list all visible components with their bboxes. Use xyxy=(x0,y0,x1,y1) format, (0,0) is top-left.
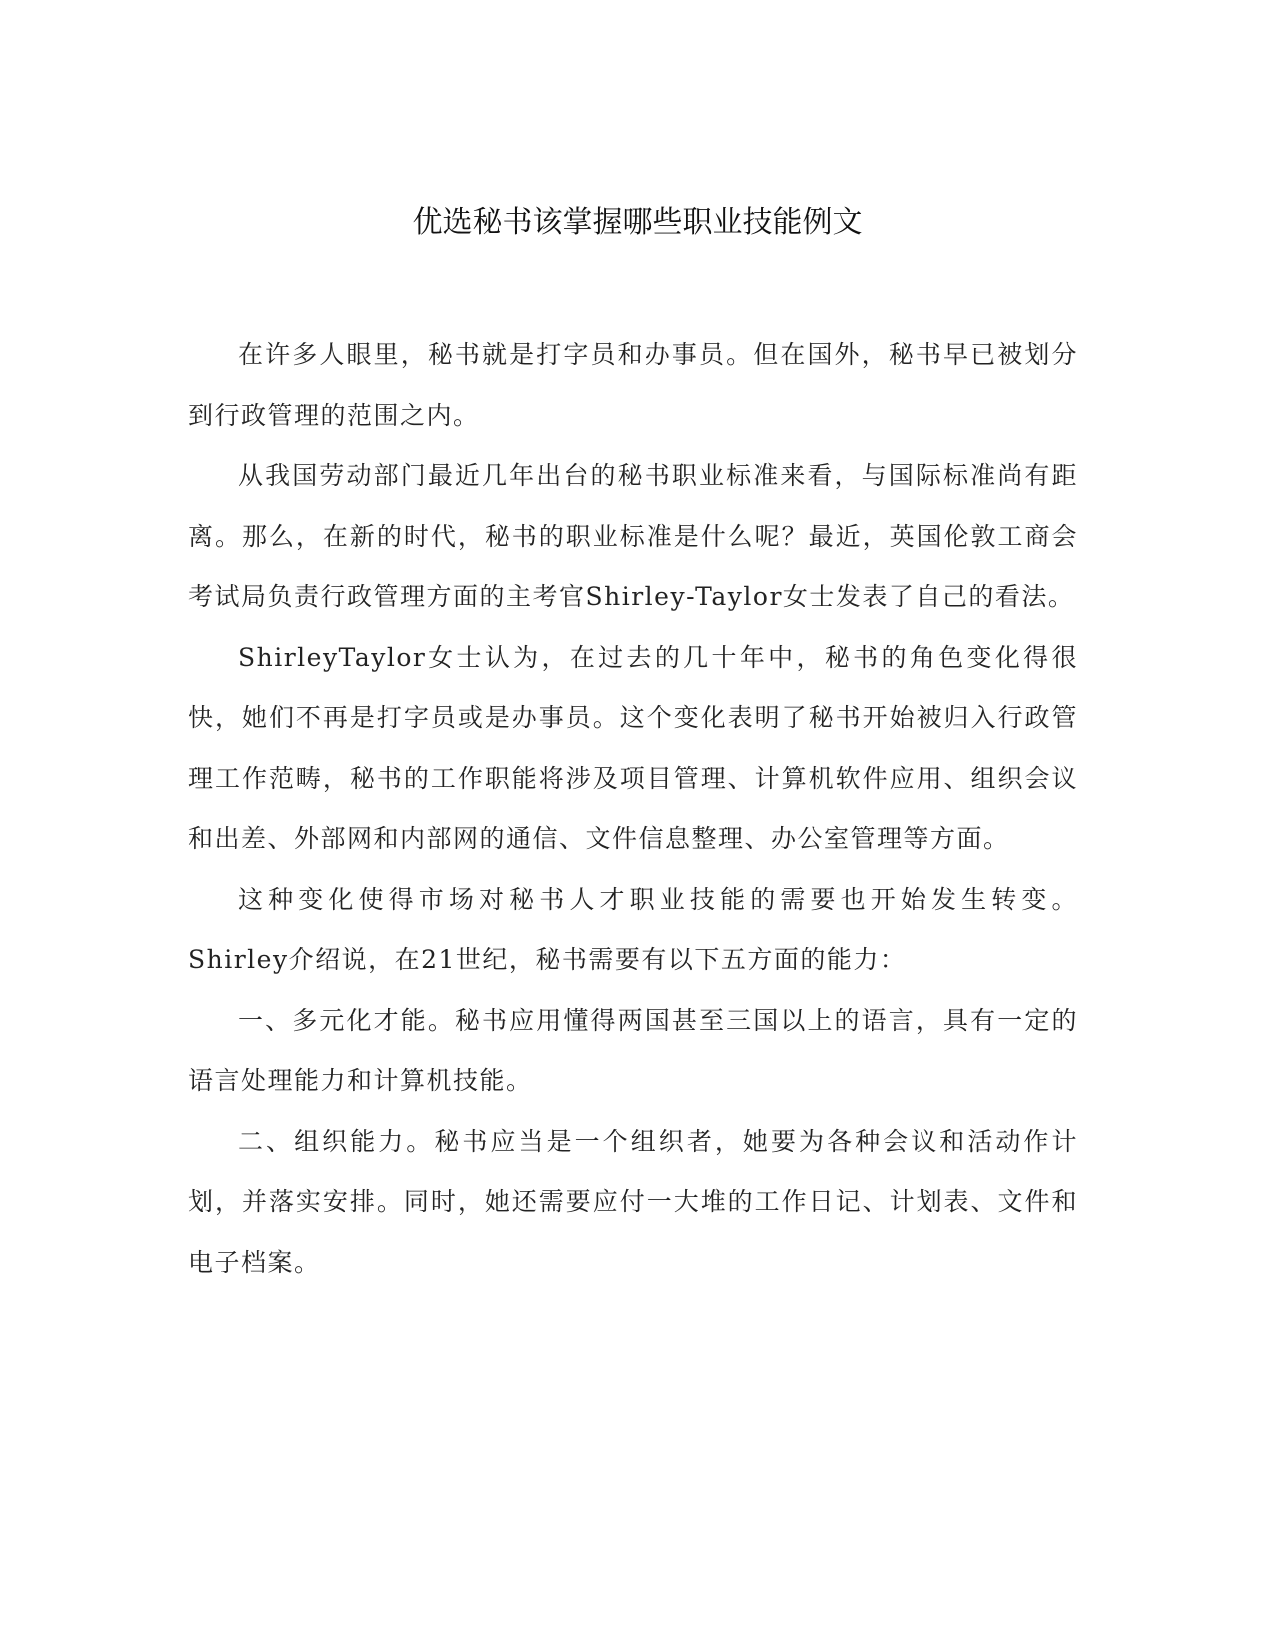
paragraph-intro: 在许多人眼里，秘书就是打字员和办事员。但在国外，秘书早已被划分到行政管理的范围之内。 xyxy=(188,340,1078,430)
paragraph-market-shift: 这种变化使得市场对秘书人才职业技能的需要也开始发生转变。Shirley介绍说，在21世纪，秘书需要有以下五方面的能力： xyxy=(188,884,1078,974)
document-title: 优选秘书该掌握哪些职业技能例文 xyxy=(412,205,863,240)
paragraph-skill-2: 二、组织能力。秘书应当是一个组织者，她要为各种会议和活动作计划，并落实安排。同时，她还需要应付一大堆的工作日记、计划表、文件和电子档案。 xyxy=(188,1126,1078,1277)
paragraph-standards: 从我国劳动部门最近几年出台的秘书职业标准来看，与国际标准尚有距离。那么，在新的时代，秘书的职业标准是什么呢？最近，英国伦敦工商会考试局负责行政管理方面的主考官Shirley-Taylor女士发表了自己的看法。 xyxy=(188,461,1078,611)
paragraph-skill-1: 一、多元化才能。秘书应用懂得两国甚至三国以上的语言，具有一定的语言处理能力和计算机技能。 xyxy=(188,1005,1078,1095)
document-body xyxy=(188,325,1078,1293)
paragraph-role-change: ShirleyTaylor女士认为，在过去的几十年中，秘书的角色变化得很快，她们不再是打字员或是办事员。这个变化表明了秘书开始被归入行政管理工作范畴，秘书的工作职能将涉及项目管理、计算机软件应用、组织会议和出差、外部网和内部网的通信、文件信息整理、办公室管理等方面。 xyxy=(188,642,1078,853)
